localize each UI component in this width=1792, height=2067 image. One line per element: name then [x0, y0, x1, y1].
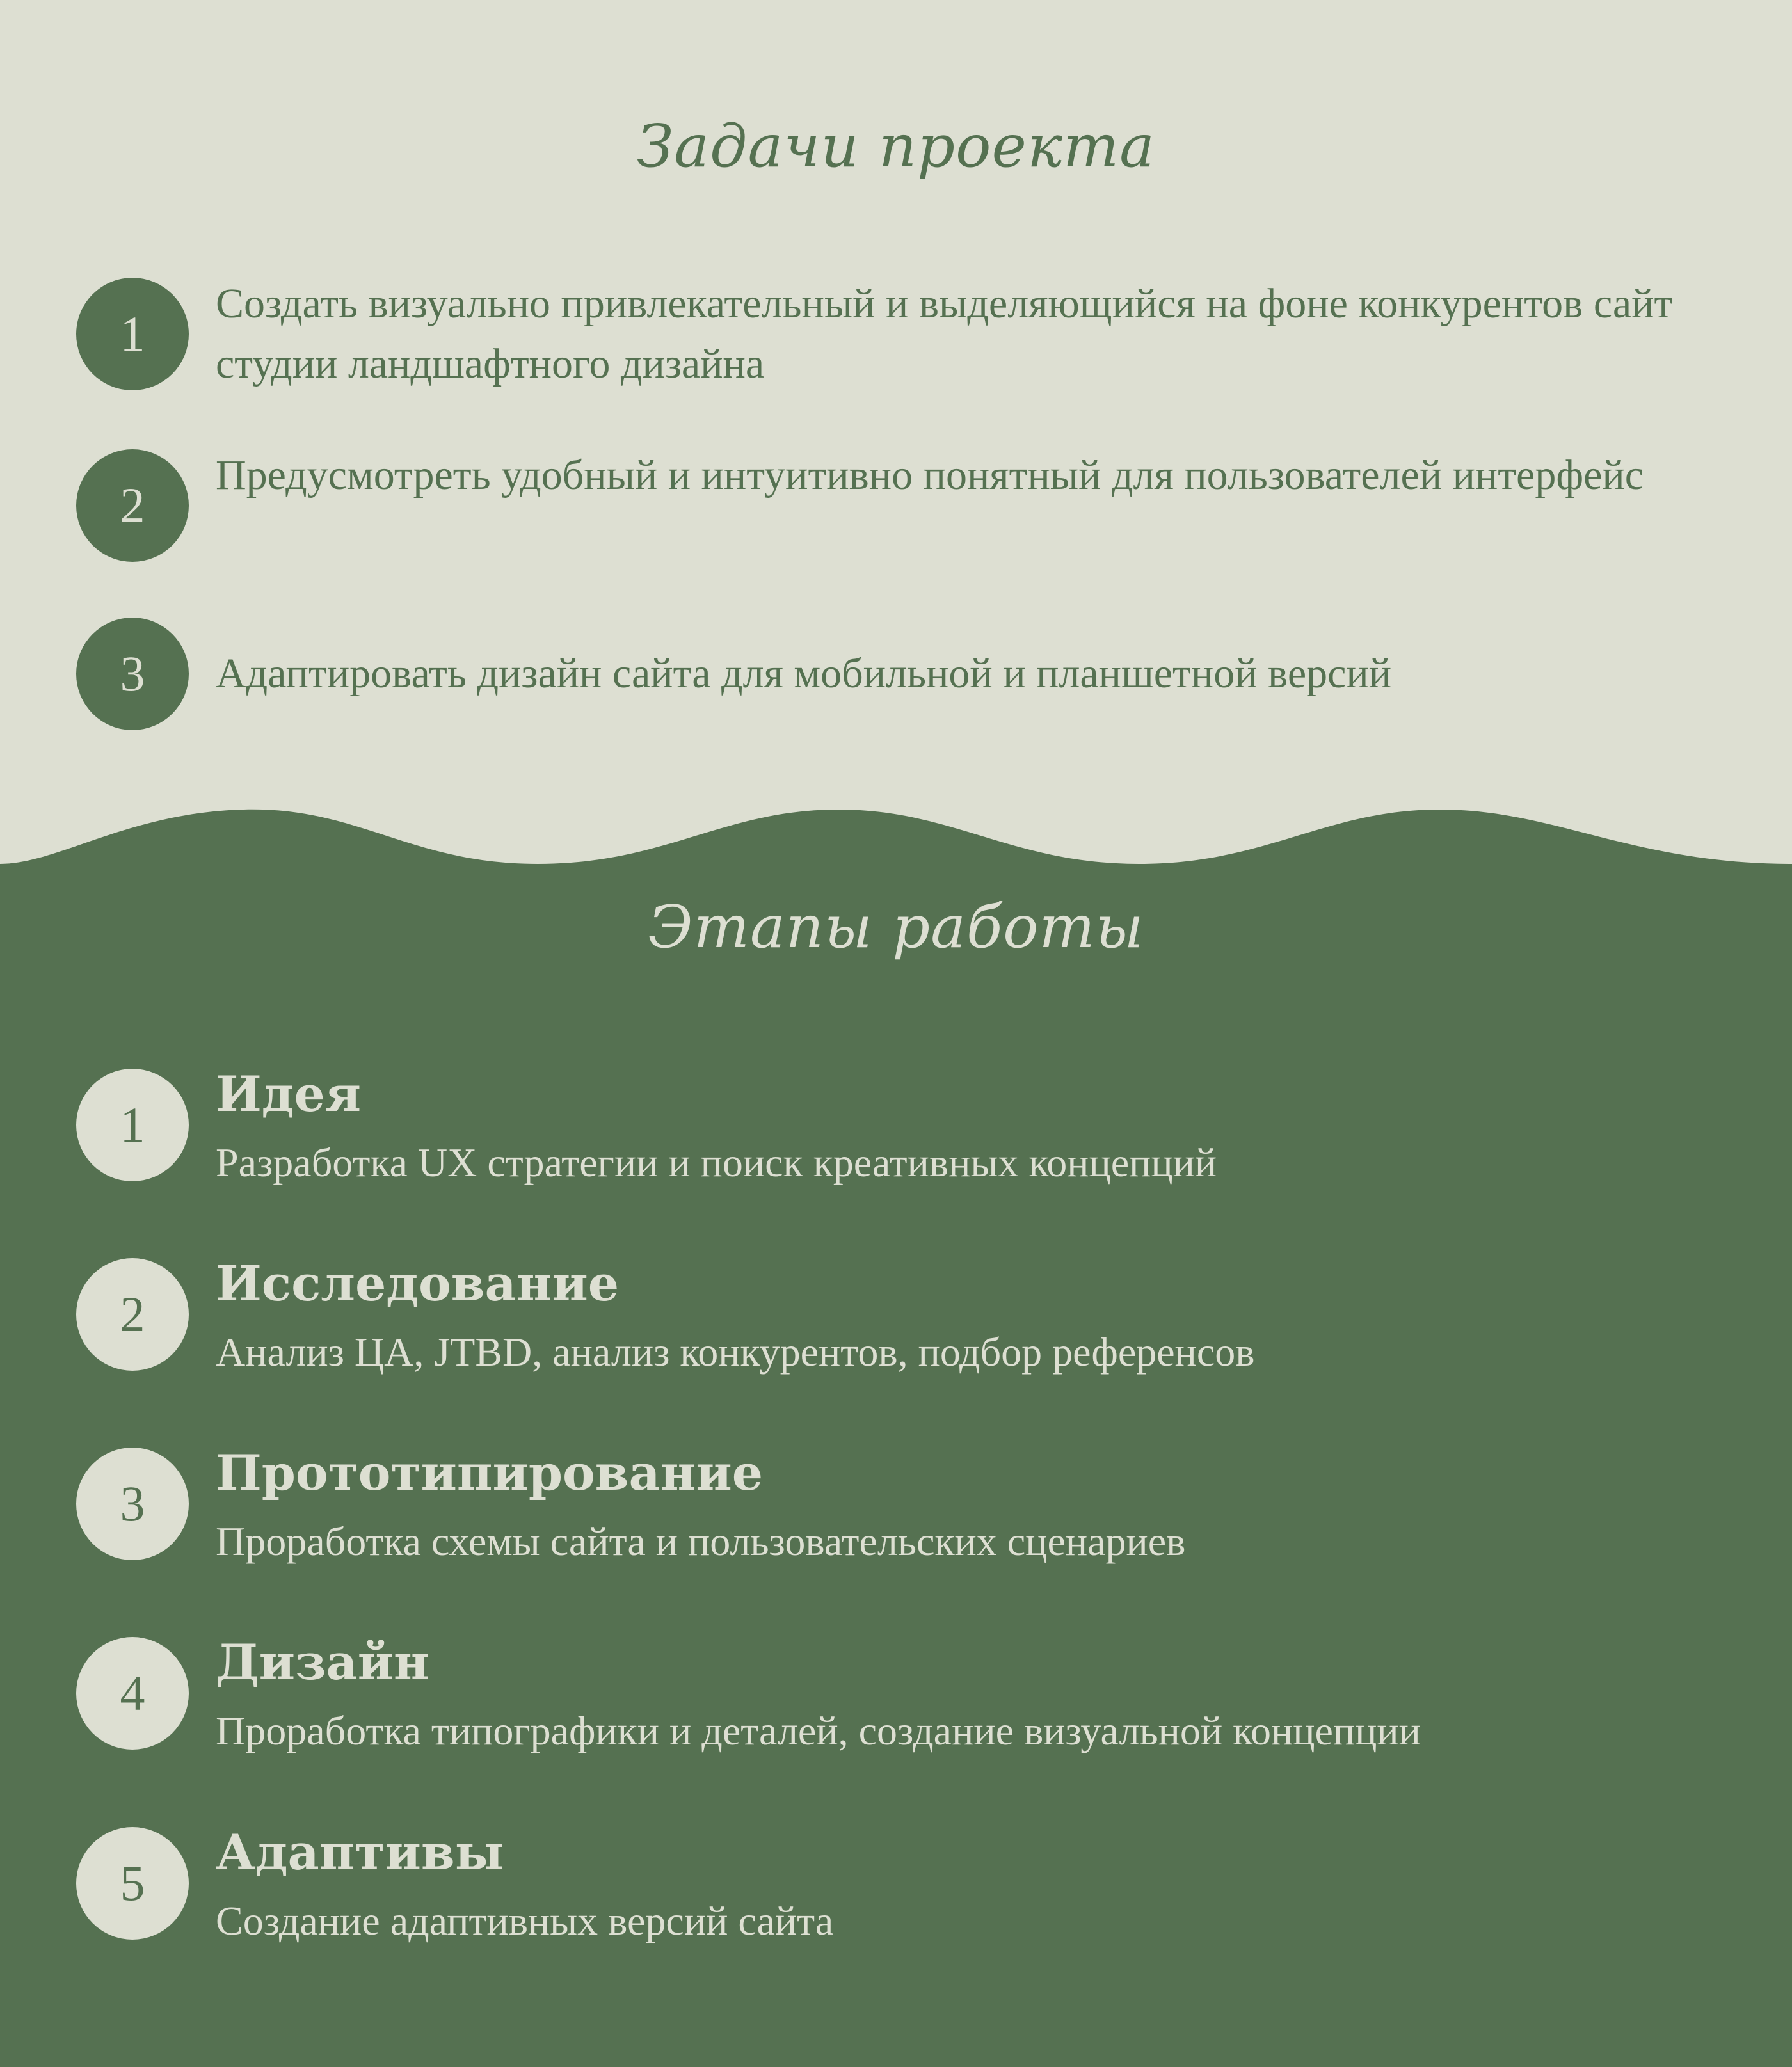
- task-number-1: 1: [76, 278, 189, 390]
- stage-number-1: 1: [76, 1069, 189, 1181]
- stage-title-2: Исследование: [216, 1255, 620, 1312]
- stage-title-4: Дизайн: [216, 1634, 429, 1691]
- stage-title-1: Идея: [216, 1065, 361, 1122]
- stage-number-4: 4: [76, 1637, 189, 1750]
- stage-desc-3: Проработка схемы сайта и пользовательских сценариев: [216, 1519, 1186, 1564]
- stages-title: Этапы работы: [648, 893, 1144, 961]
- stage-title-5: Адаптивы: [216, 1824, 504, 1881]
- task-text-1: Создать визуально привлекательный и выделяющийся на фоне конкурентов сайт студии ландшафтного дизайна: [216, 280, 1673, 387]
- task-text-3: Адаптировать дизайн сайта для мобильной и планшетной версий: [216, 650, 1392, 697]
- stage-title-3: Прототипирование: [216, 1444, 764, 1501]
- stage-desc-2: Анализ ЦА, JTBD, анализ конкурентов, подбор референсов: [216, 1329, 1255, 1375]
- task-number-2: 2: [76, 449, 189, 562]
- tasks-title: Задачи проекта: [636, 112, 1156, 180]
- stage-number-2: 2: [76, 1258, 189, 1371]
- wave-divider: [0, 787, 1792, 883]
- task-text-2: Предусмотреть удобный и интуитивно понятный для пользователей интерфейс: [216, 452, 1644, 499]
- task-number-3: 3: [76, 618, 189, 730]
- stage-number-5: 5: [76, 1827, 189, 1940]
- stage-desc-5: Создание адаптивных версий сайта: [216, 1898, 834, 1943]
- stage-number-3: 3: [76, 1448, 189, 1560]
- stage-desc-4: Проработка типографики и деталей, создание визуальной концепции: [216, 1708, 1421, 1753]
- stage-desc-1: Разработка UX стратегии и поиск креативных концепций: [216, 1140, 1217, 1185]
